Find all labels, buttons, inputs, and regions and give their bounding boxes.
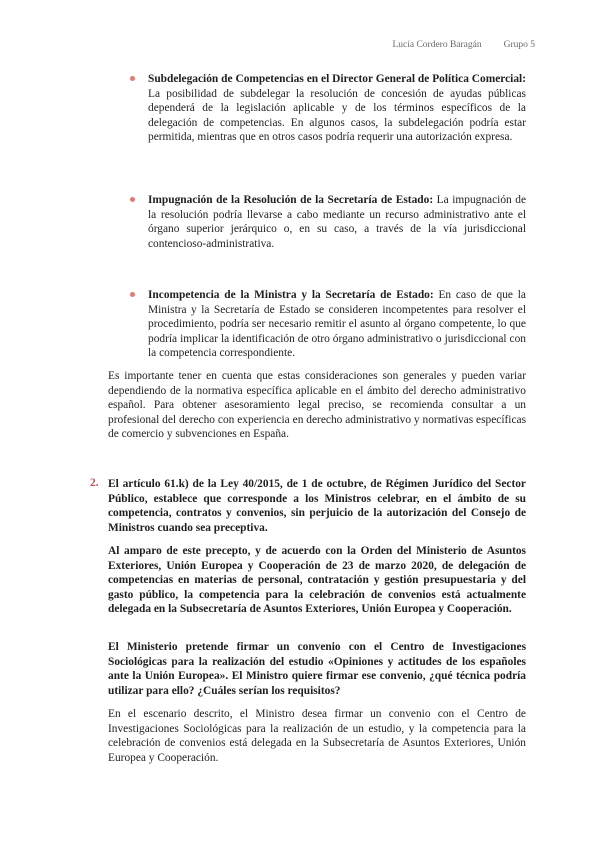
bullet-icon bbox=[130, 292, 135, 297]
bullet-title: Incompetencia de la Ministra y la Secretaría de Estado: bbox=[148, 289, 434, 301]
page-header bbox=[392, 40, 535, 50]
bullet-item bbox=[148, 288, 526, 361]
bullet-item bbox=[148, 193, 526, 251]
author-name: Lucía Cordero Baragán bbox=[392, 40, 482, 50]
closing-paragraph: Es importante tener en cuenta que estas consideraciones son generales y pueden variar dependiendo de la normativa específica aplicable en el ámbito del derecho administrativo español. Para obtener asesoramiento legal preciso, se recomienda consultar a un profesional del derecho con experiencia en derecho administrativo y normativas específicas de comercio y subvenciones en España. bbox=[108, 370, 526, 440]
bullet-text: En caso de que la Ministra y la Secretaría de Estado se consideren incompetentes para resolver el procedimiento, podría ser necesario remitir el asunto al órgano competente, lo que podría implicar la identificación de otro órgano administrativo o jurisdiccional con la competencia correspondiente. bbox=[148, 289, 526, 359]
question-prompt: El Ministerio pretende firmar un convenio con el Centro de Investigaciones Sociológicas para la realización del estudio «Opiniones y actitudes de los españoles ante la Unión Europea». El Ministro quiere firmar ese convenio, ¿qué técnica podría utilizar para ello? ¿Cuáles serían los requisitos? bbox=[108, 641, 526, 697]
group-label: Grupo 5 bbox=[503, 40, 535, 50]
bullet-title: Subdelegación de Competencias en el Director General de Política Comercial: bbox=[148, 73, 526, 85]
question-context: Al amparo de este precepto, y de acuerdo con la Orden del Ministerio de Asuntos Exteriores, Unión Europea y Cooperación de 23 de marzo 2020, de delegación de competencias en materias de personal, contratación y gestión presupuestaria y del gasto público, la competencia para la celebración de convenios está actualmente delegada en la Subsecretaría de Asuntos Exteriores, Unión Europea y Cooperación. bbox=[108, 545, 526, 615]
question-statement: El artículo 61.k) de la Ley 40/2015, de 1 de octubre, de Régimen Jurídico del Sector Público, establece que corresponde a los Ministros celebrar, en el ámbito de su competencia, contratos y convenios, sin perjuicio de la autorización del Consejo de Ministros cuando sea preceptiva. bbox=[108, 478, 526, 534]
bullet-item bbox=[148, 72, 526, 145]
bullet-text: La posibilidad de subdelegar la resolución de concesión de ayudas públicas dependerá de la legislación aplicable y de los términos específicos de la delegación de competencias. En algunos casos, la subdelegación podría estar permitida, mientras que en otros casos podría requerir una autorización expresa. bbox=[148, 87, 526, 143]
bullet-icon bbox=[130, 197, 135, 202]
bullet-text: La impugnación de la resolución podría llevarse a cabo mediante un recurso administrativo ante el órgano superior jerárquico o, en su caso, a través de la vía jurisdiccional contencioso-administrativa. bbox=[148, 194, 527, 250]
bullet-icon bbox=[130, 76, 135, 81]
answer-paragraph: En el escenario descrito, el Ministro desea firmar un convenio con el Centro de Investigaciones Sociológicas para la realización de un estudio, y la competencia para la celebración de convenios está delegada en la Subsecretaría de Asuntos Exteriores, Unión Europea y Cooperación. bbox=[108, 708, 526, 764]
question-number: 2. bbox=[90, 477, 99, 489]
bullet-title: Impugnación de la Resolución de la Secretaría de Estado: bbox=[148, 194, 434, 206]
